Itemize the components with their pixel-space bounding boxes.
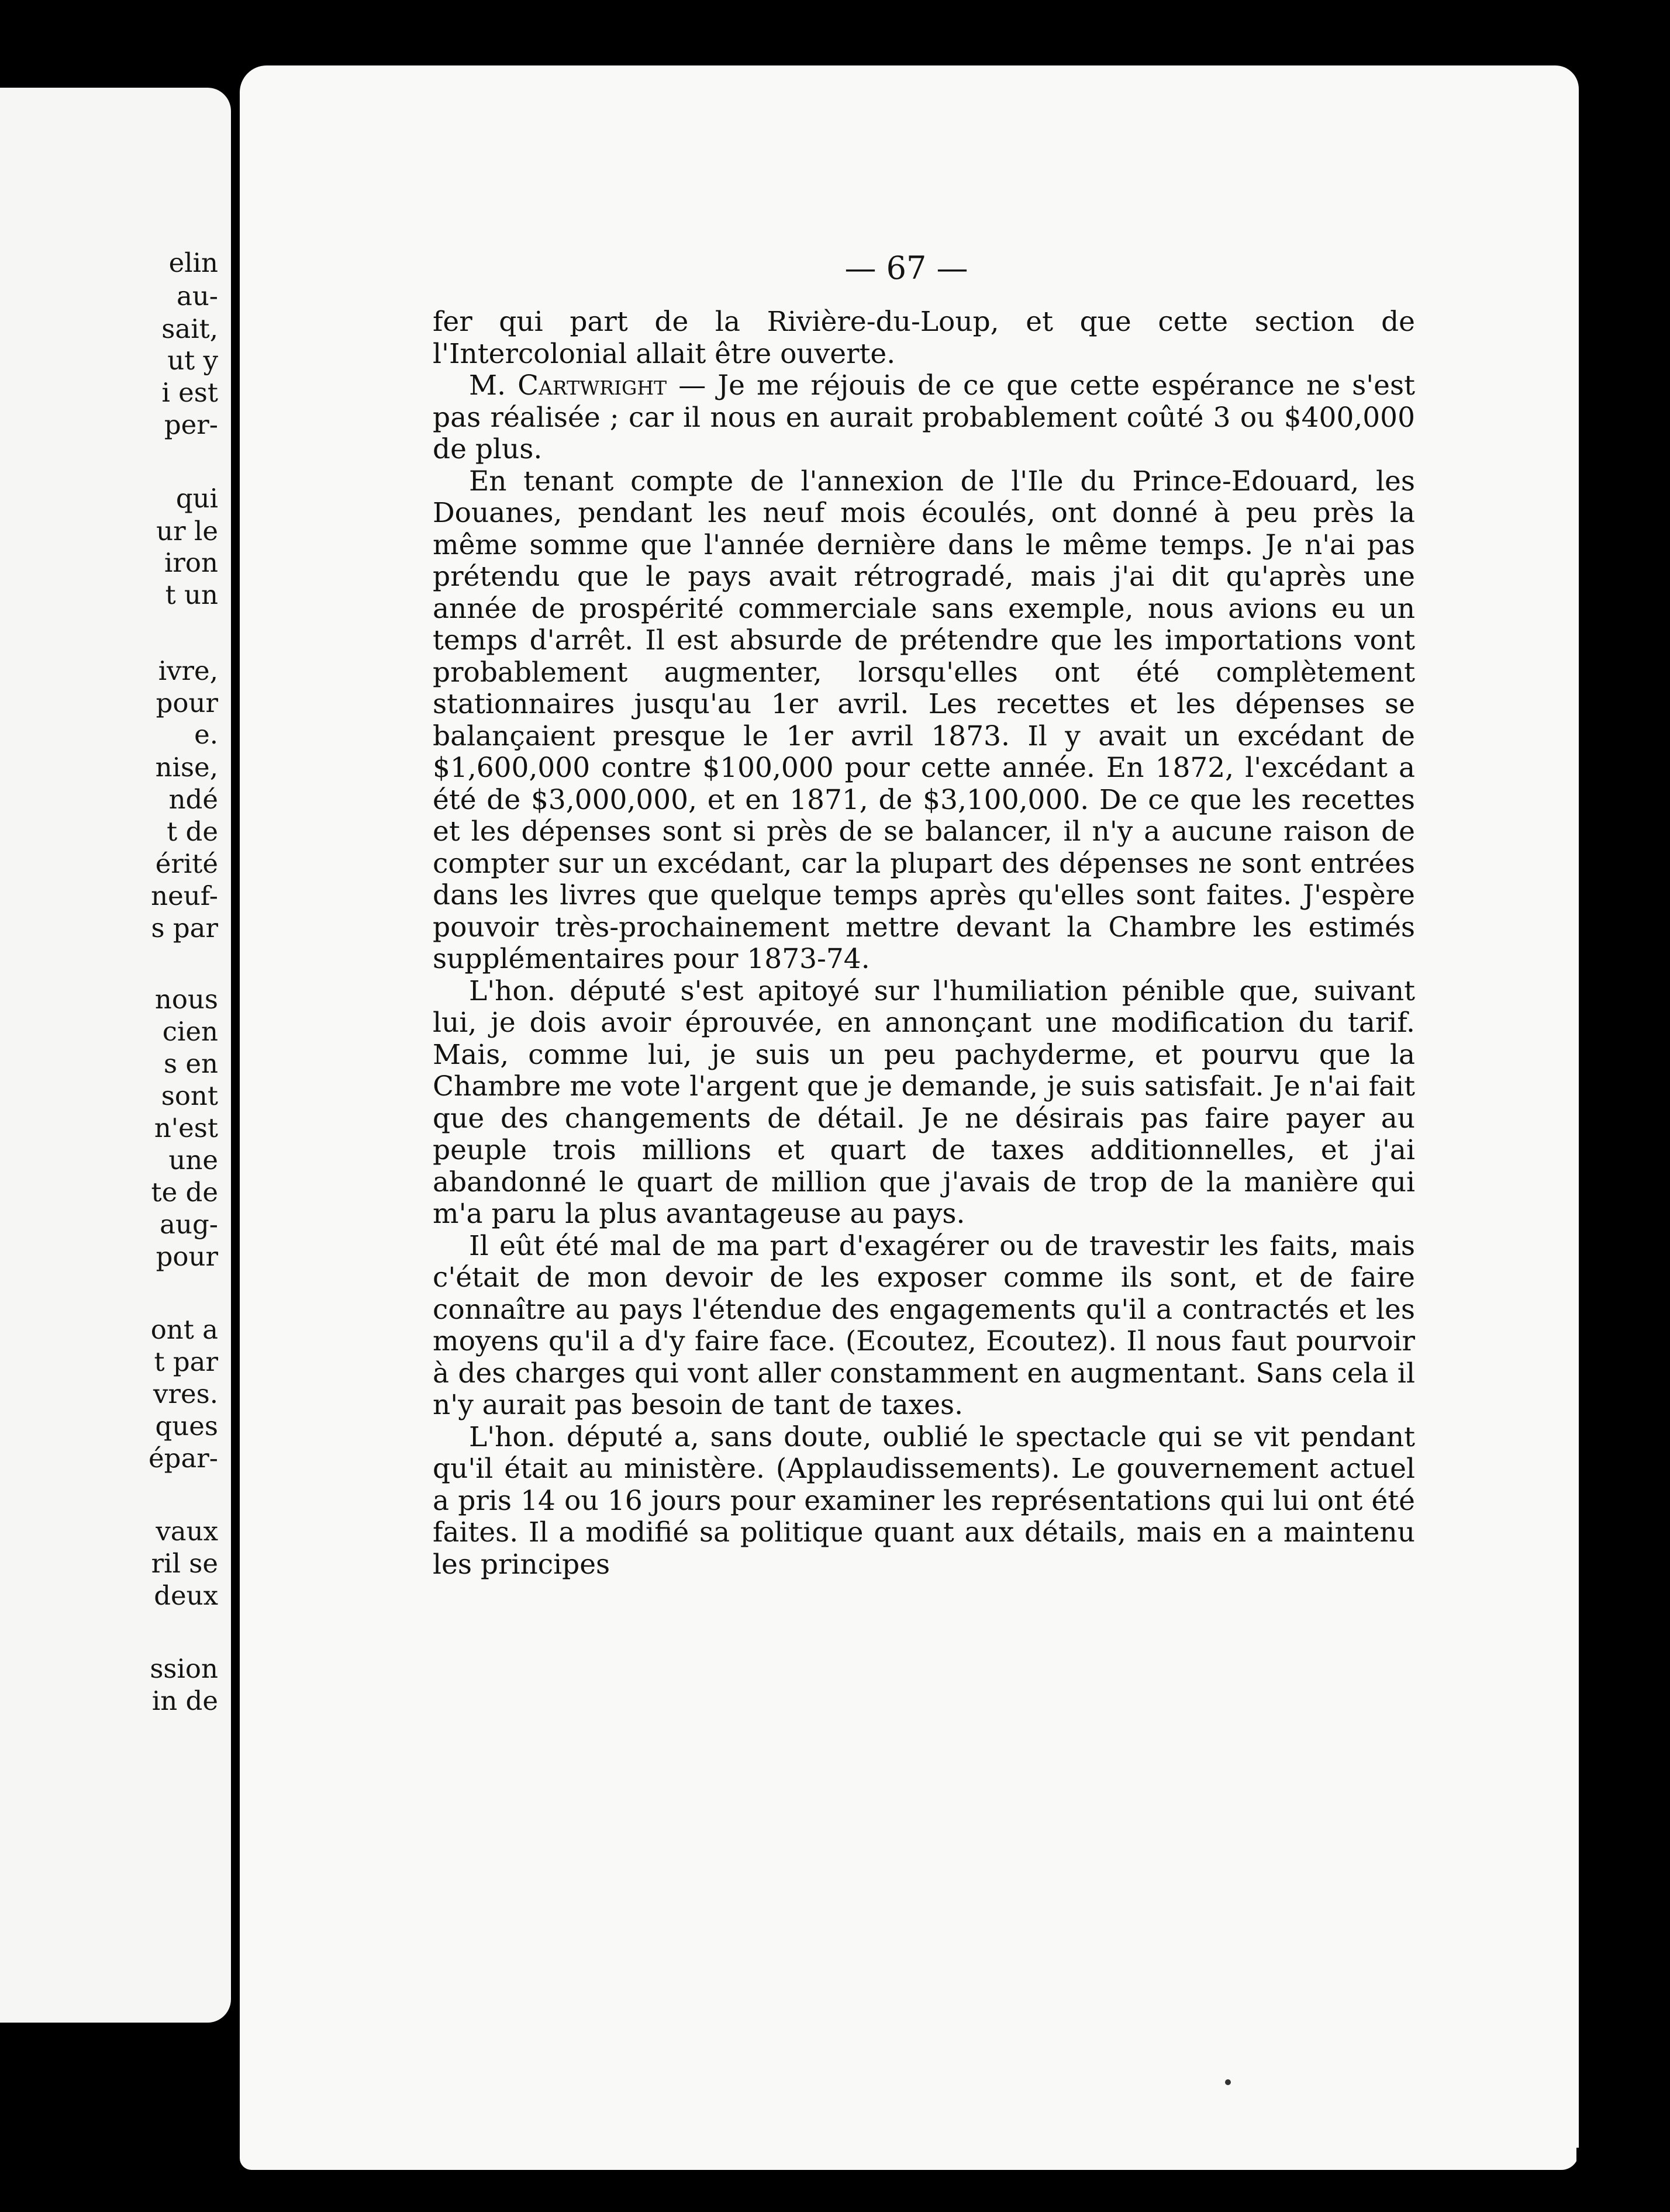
paragraph (433, 466, 1415, 976)
ink-speck (1225, 2079, 1231, 2085)
paragraph (433, 1231, 1415, 1422)
left-page-line: aug- (160, 1209, 218, 1240)
left-page-line: nise, (155, 752, 218, 783)
paragraph-text: — Je me réjouis de ce que cette espérance ne s'est pas réalisée ; car il nous en aurait probablement coûté 3 ou $400,000 de plus. (433, 369, 1416, 465)
left-page-line: pour (156, 687, 218, 718)
left-page-line: per- (164, 409, 218, 440)
scan-edge (1576, 2148, 1670, 2212)
left-page-line: épar- (149, 1443, 218, 1474)
left-page-line: ur le (156, 516, 218, 547)
left-page-line: une (168, 1145, 218, 1176)
paragraph-text: Il eût été mal de ma part d'exagérer ou de travestir les faits, mais c'était de mon devoir de les exposer comme ils sont, et de faire connaître au pays l'étendue des engagements qu'il a contractés et les moyens qu'il a d'y faire face. (Ecoutez, Ecoutez). Il nous faut pourvoir à des charges qui vont aller constamment en augmentant. Sans cela il n'y aurait pas besoin de tant de taxes. (433, 1229, 1415, 1421)
left-page-line: in de (151, 1685, 218, 1716)
left-page-line: pour (156, 1241, 218, 1272)
left-page (0, 88, 231, 2023)
left-page-line: au- (176, 281, 218, 312)
paragraph (433, 1422, 1415, 1581)
left-page-line: t par (154, 1346, 218, 1377)
right-page (240, 65, 1579, 2170)
left-page-line: ont a (150, 1314, 218, 1345)
left-page-line: érité (155, 848, 218, 879)
left-page-line: qui (175, 483, 218, 514)
paragraph (433, 306, 1415, 370)
left-page-line: i est (161, 377, 218, 408)
left-page-line: iron (164, 547, 218, 578)
left-page-line: ssion (150, 1653, 218, 1684)
left-page-line: sait, (161, 313, 218, 344)
left-page-line: ril se (151, 1548, 218, 1579)
paragraph-text: fer qui part de la Rivière-du-Loup, et que cette section de l'Intercolonial allait être ouverte. (433, 306, 1415, 370)
paragraph-text: L'hon. député s'est apitoyé sur l'humiliation pénible que, suivant lui, je dois avoir éprouvée, en annonçant une modification du tarif. Mais, comme lui, je suis un peu pachyderme, et pourvu que la Chambre me vote l'argent que je demande, je suis satisfait. Je n'ai fait que des changements de détail. Je ne désirais pas faire payer au peuple trois millions et quart de taxes additionnelles, et j'ai abandonné le quart de million que j'avais de trop de la manière qui m'a paru la plus avantageuse au pays. (433, 974, 1415, 1230)
left-page-line: ndé (168, 784, 218, 815)
paragraph-text: L'hon. député a, sans doute, oublié le spectacle qui se vit pendant qu'il était au ministère. (Applaudissements). Le gouvernement actuel a pris 14 ou 16 jours pour examiner les représentations qui lui ont été faites. Il a modifié sa politique quant aux détails, mais en a maintenu les principes (433, 1420, 1415, 1581)
body-text (433, 306, 1415, 1581)
left-page-line: ques (155, 1411, 218, 1442)
left-page-line: te de (151, 1177, 218, 1208)
left-page-line: s en (163, 1048, 218, 1079)
left-page-line: ivre, (158, 655, 218, 686)
left-page-line: elin (168, 247, 218, 278)
left-page-line: sont (161, 1080, 218, 1111)
paragraph-text: En tenant compte de l'annexion de l'Ile du Prince-Edouard, les Douanes, pendant les neuf mois écoulés, ont donné à peu près la même somme que l'année dernière dans le même temps. Je n'ai pas prétendu que le pays avait rétrogradé, mais j'ai dit qu'après une année de prospérité commerciale sans exemple, nous avions eu un temps d'arrêt. Il est absurde de prétendre que les importations vont probablement augmenter, lorsqu'elles ont été complètement stationnaires jusqu'au 1er avril. Les recettes et les dépenses se balançaient presque le 1er avril 1873. Il y avait un excédant de $1,600,000 contre $100,000 pour cette année. En 1872, l'excédant a été de $3,000,000, et en 1871, de $3,100,000. De ce que les recettes et les dépenses sont si près de se balancer, il n'y a aucune raison de compter sur un excédant, car la plupart des dépenses ne sont entrées dans les livres que quelque temps après qu'elles sont faites. J'espère pouvoir très-prochainement mettre devant la Chambre les estimés supplémentaires pour 1873-74. (433, 465, 1415, 975)
left-page-line: cien (162, 1016, 218, 1047)
left-page-line: vres. (153, 1378, 218, 1409)
left-page-line: n'est (154, 1112, 218, 1143)
left-page-line: e. (194, 719, 218, 750)
left-page-line: nous (154, 984, 218, 1015)
speaker-name: M. Cartwright (469, 369, 667, 402)
left-page-line: t de (167, 816, 218, 847)
paragraph (433, 976, 1415, 1231)
left-page-line: t un (165, 579, 218, 610)
paragraph (433, 370, 1415, 466)
left-page-line: vaux (156, 1516, 218, 1547)
left-page-line: s par (151, 913, 218, 943)
page-number: — 67 — (844, 250, 968, 286)
left-page-line: deux (154, 1580, 218, 1611)
left-page-line: neuf- (151, 880, 218, 911)
left-page-line: ut y (167, 345, 218, 376)
